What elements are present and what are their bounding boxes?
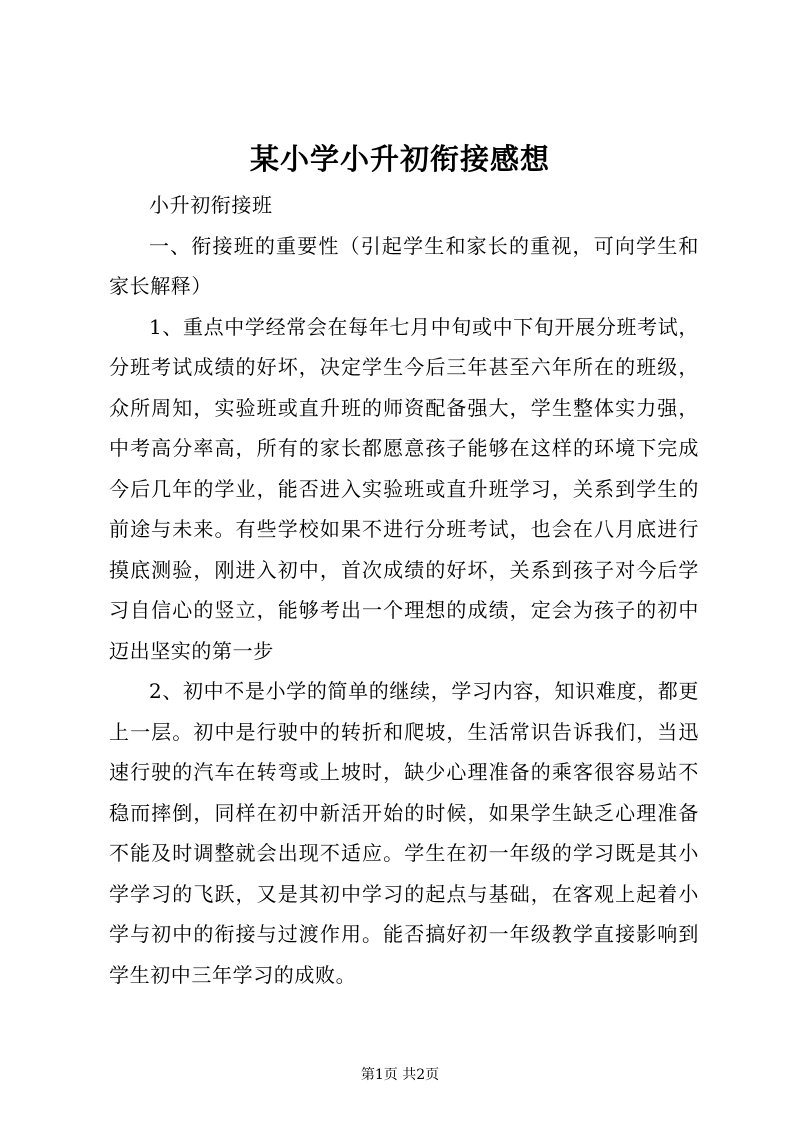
paragraph-point-2: 2、初中不是小学的简单的继续，学习内容，知识难度，都更上一层。初中是行驶中的转折和爬坡，生活常识告诉我们，当迅速行驶的汽车在转弯或上坡时，缺少心理准备的乘客很容易站不稳而摔倒，同样在初中新活开始的时候，如果学生缺乏心理准备不能及时调整就会出现不适应。学生在初一年级的学习既是其小学学习的飞跃，又是其初中学习的起点与基础，在客观上起着小学与初中的衔接与过渡作用。能否搞好初一年级教学直接影响到学生初中三年学习的成败。 [109, 679, 699, 987]
document-title: 某小学小升初衔接感想 [249, 142, 550, 176]
paragraph-point-1: 1、重点中学经常会在每年七月中旬或中下旬开展分班考试，分班考试成绩的好坏，决定学生今后三年甚至六年所在的班级，众所周知，实验班或直升班的师资配备强大，学生整体实力强，中考高分率高，所有的家长都愿意孩子能够在这样的环境下完成今后几年的学业，能否进入实验班或直升班学习，关系到学生的前途与未来。有些学校如果不进行分班考试，也会在八月底进行摸底测验，刚进入初中，首次成绩的好坏，关系到孩子对今后学习自信心的竖立，能够考出一个理想的成绩，定会为孩子的初中迈出坚实的第一步 [109, 314, 699, 663]
paragraph-class-name: 小升初衔接班 [149, 193, 273, 217]
paragraph-section-heading: 一、衔接班的重要性（引起学生和家长的重视，可向学生和家长解释） [109, 233, 699, 298]
document-body [109, 185, 699, 995]
page-footer: 第1页 共2页 [360, 1067, 440, 1083]
